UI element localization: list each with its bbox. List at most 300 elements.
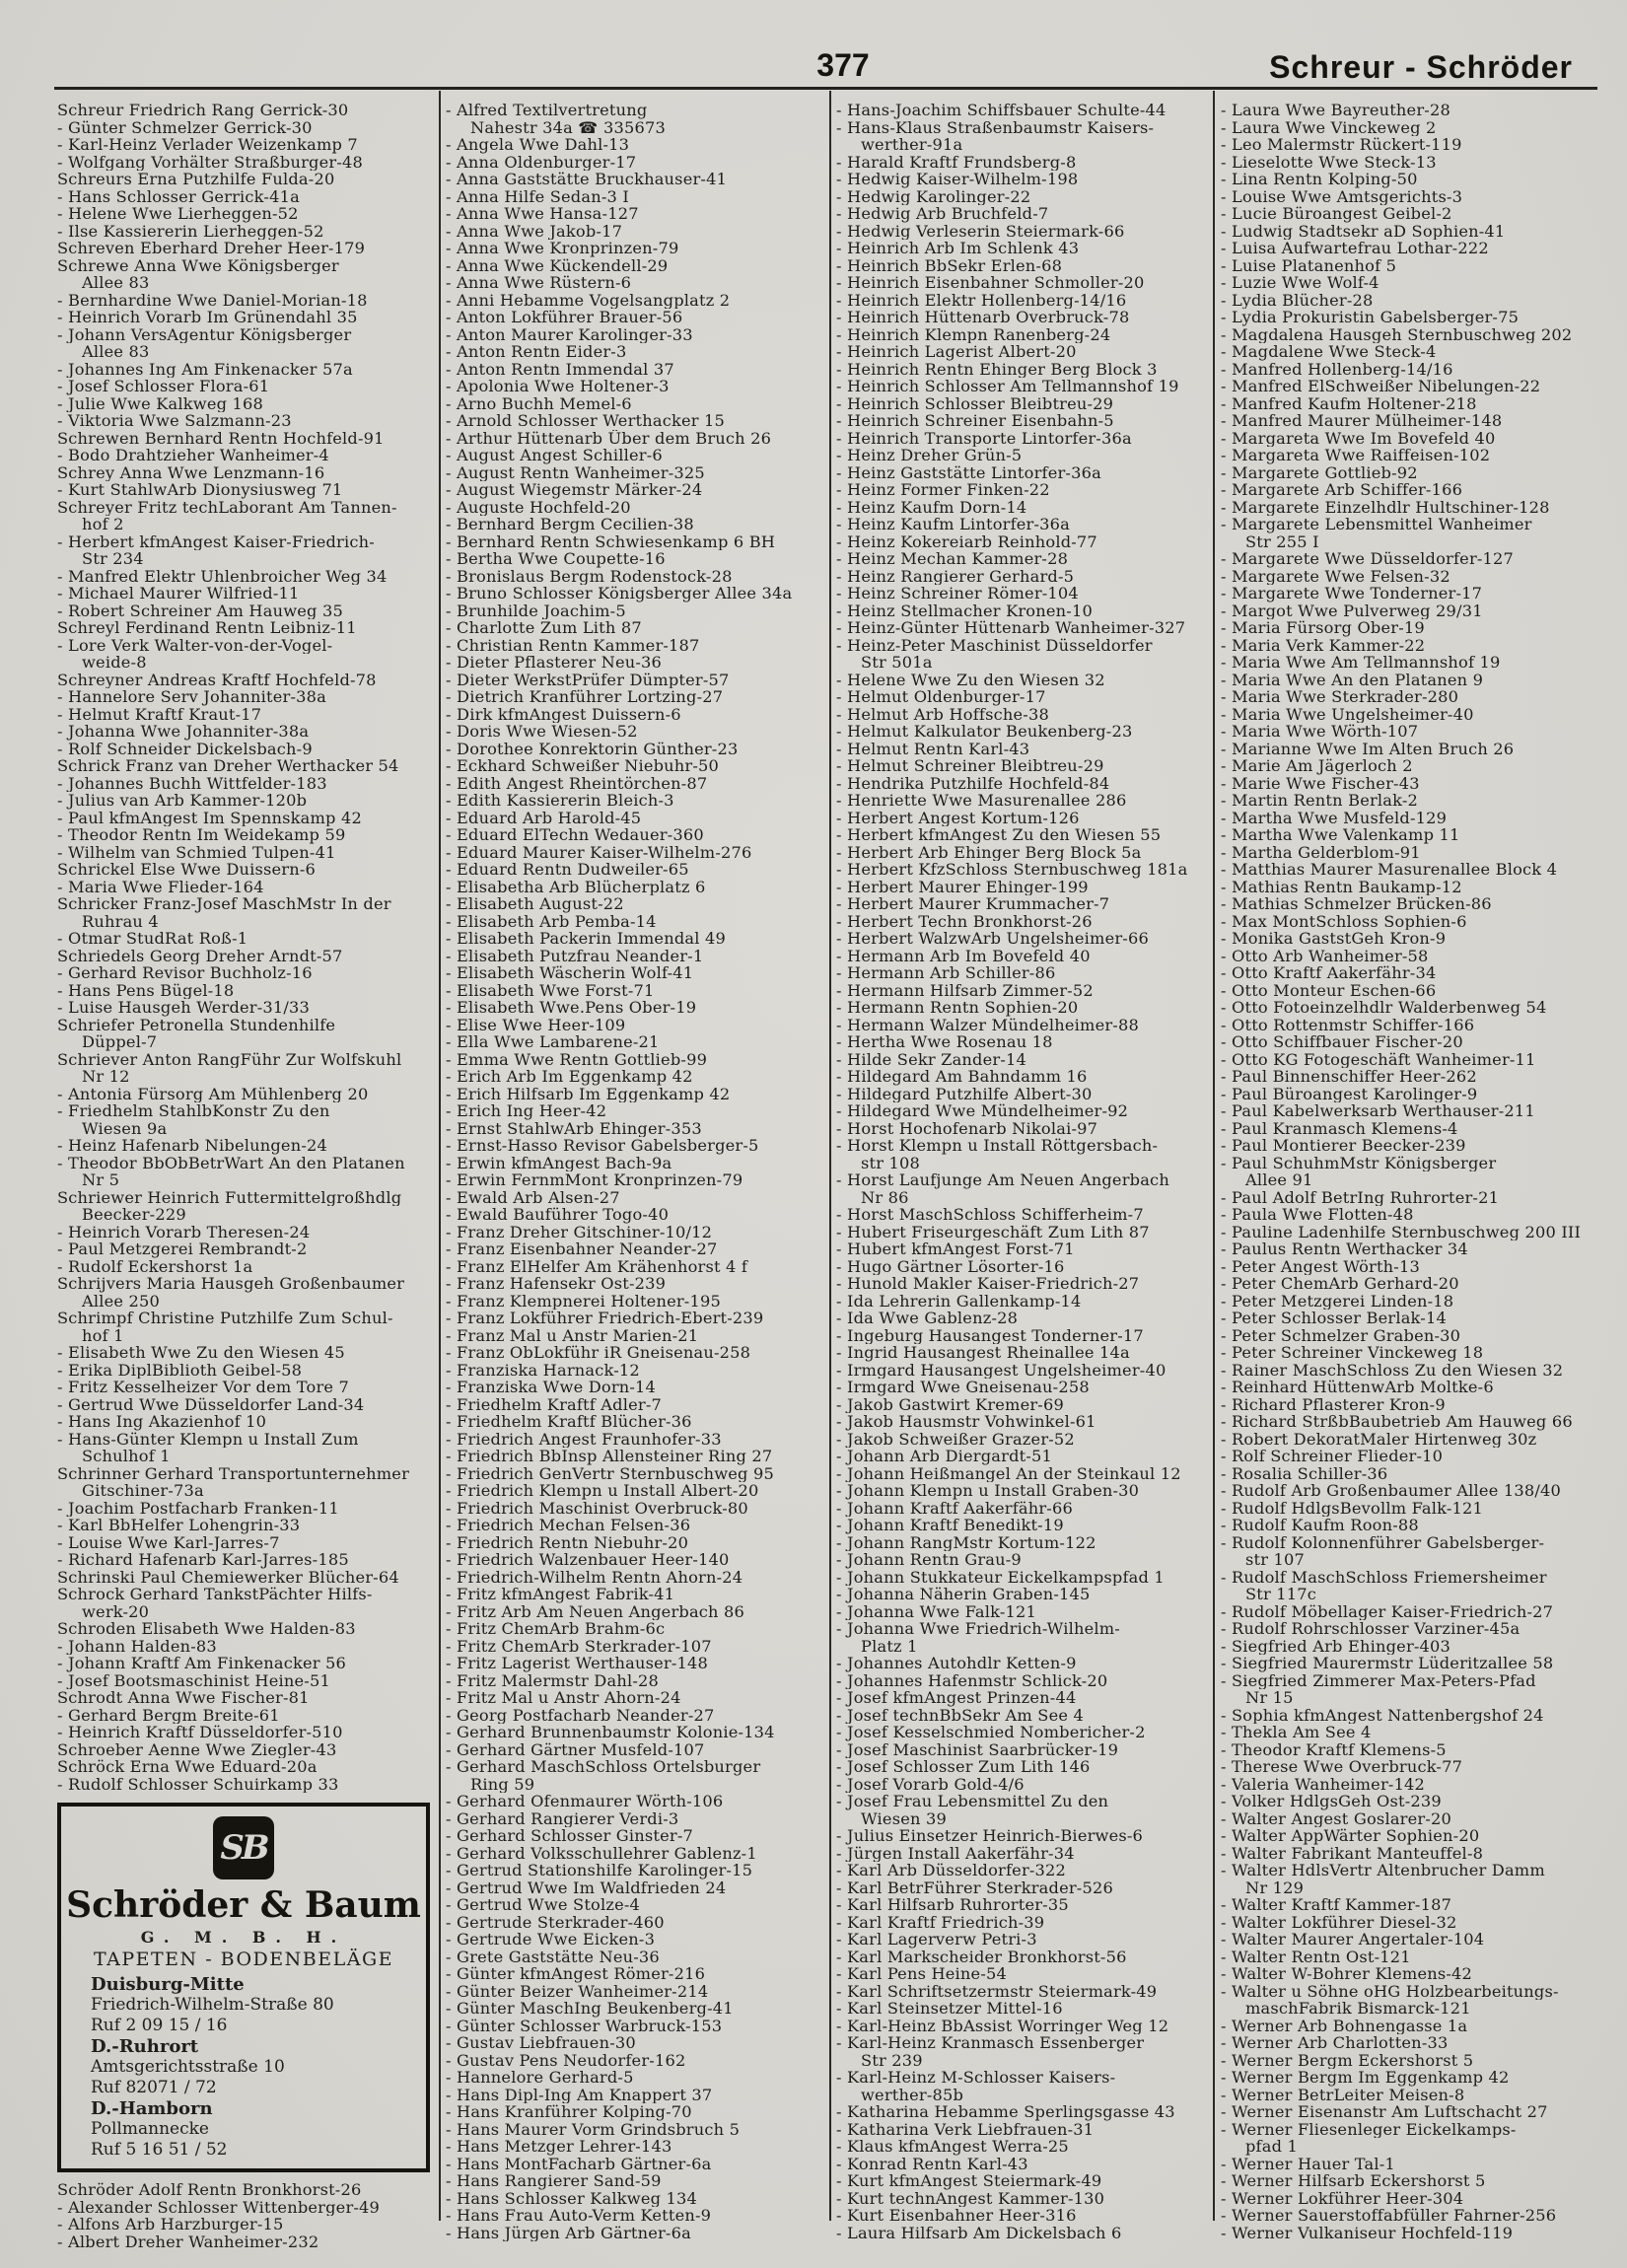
directory-entry: - Josef Bootsmaschinist Heine-51 [57,1671,330,1689]
directory-entry: - Reinhard HüttenwArb Moltke-6 [1221,1379,1494,1396]
directory-entry: - Hildegard Am Bahndamm 16 [836,1068,1088,1086]
column-separator-1 [439,91,441,2221]
directory-entry: - Lydia Blücher-28 [1221,291,1374,309]
directory-entry: - Paul kfmAngest Im Spennskamp 42 [57,809,362,826]
directory-entry: - Jakob Gastwirt Kremer-69 [836,1395,1064,1413]
directory-entry: - Johann Kraftf Aakerfähr-66 [836,1499,1073,1517]
directory-entry: - Harald Kraftf Frundsberg-8 [836,153,1077,171]
directory-entry: - Louise Wwe Karl-Jarres-7 [57,1533,280,1551]
directory-entry: - Josef Kesselschmied Nombericher-2 [836,1724,1146,1741]
directory-entry: - Fritz Mal u Anstr Ahorn-24 [446,1689,681,1707]
directory-entry: - Hubert kfmAngest Forst-71 [836,1240,1075,1258]
directory-entry: - Günter Schlosser Warbruck-153 [446,2017,723,2034]
directory-entry: Allee 91 [1245,1171,1313,1189]
directory-entry: Nahestr 34a ☎ 335673 [470,118,667,136]
directory-entry: - Friedrich Klempn u Install Albert-20 [446,1482,759,1500]
directory-entry: - Fritz ChemArb Brahm-6c [446,1620,666,1638]
directory-entry: - Anna Wwe Hansa-127 [446,205,639,223]
directory-entry: - Gerhard Volksschullehrer Gablenz-1 [446,1844,757,1862]
directory-entry: - Rolf Schreiner Flieder-10 [1221,1448,1444,1465]
directory-entry: - Eckhard Schweißer Niebuhr-50 [446,757,720,775]
directory-entry: - Hendrika Putzhilfe Hochfeld-84 [836,774,1110,792]
ad-legal-form: G. M. B. H. [140,1928,347,1947]
directory-entry: - Elisabetha Arb Blücherplatz 6 [446,878,706,895]
directory-entry: - Rudolf Kaufm Roon-88 [1221,1517,1419,1534]
directory-entry: - Walter W-Bohrer Klemens-42 [1221,1965,1473,1983]
directory-entry: - Karl-Heinz BbAssist Worringer Weg 12 [836,2017,1169,2034]
directory-entry: - Lucie Büroangest Geibel-2 [1221,205,1452,223]
directory-entry: - Katharina Hebamme Sperlingsgasse 43 [836,2103,1175,2121]
directory-entry: Str 239 [861,2051,923,2069]
directory-entry: Schriever Anton RangFühr Zur Wolfskuhl [57,1050,402,1068]
directory-entry: - Johann Kraftf Benedikt-19 [836,1517,1064,1534]
directory-entry: - Marie Wwe Fischer-43 [1221,774,1420,792]
directory-entry: - Otto Schiffbauer Fischer-20 [1221,1033,1463,1051]
directory-entry: - Elise Wwe Heer-109 [446,1016,626,1033]
directory-entry: - Luzie Wwe Wolf-4 [1221,274,1379,292]
directory-entry: - August Rentn Wanheimer-325 [446,463,705,481]
directory-entry: - Manfred Kaufm Holtener-218 [1221,394,1477,412]
directory-entry: Schrock Gerhard TankstPächter Hilfs- [57,1586,373,1603]
directory-entry: - Heinz Kaufm Dorn-14 [836,498,1027,516]
directory-entry: - Paul Adolf BetrIng Ruhrorter-21 [1221,1188,1500,1206]
directory-entry: - Gerhard Brunnenbaumstr Kolonie-134 [446,1724,775,1741]
directory-entry: Schroden Elisabeth Wwe Halden-83 [57,1620,356,1638]
directory-entry: - Elisabeth Wäscherin Wolf-41 [446,964,694,982]
directory-entry: - Paul Binnenschiffer Heer-262 [1221,1068,1477,1086]
directory-entry: - Richard StrßbBaubetrieb Am Hauweg 66 [1221,1413,1573,1431]
directory-entry: - Johanna Näherin Graben-145 [836,1586,1091,1603]
directory-entry: - Hermann Arb Schiller-86 [836,964,1056,982]
directory-entry: - Werner Eisenanstr Am Luftschacht 27 [1221,2103,1548,2121]
directory-entry: - Laura Hilfsarb Am Dickelsbach 6 [836,2224,1122,2241]
directory-entry: Schulhof 1 [82,1448,171,1465]
directory-entry: Schröder Adolf Rentn Bronkhorst-26 [57,2181,362,2199]
directory-entry: - Johanna Wwe Falk-121 [836,1602,1037,1620]
directory-entry: - Franziska Harnack-12 [446,1361,640,1379]
directory-entry: - Margareta Wwe Raiffeisen-102 [1221,447,1491,464]
ad-schroeder-baum [57,1803,430,2172]
directory-entry: - Karl Markscheider Bronkhorst-56 [836,1948,1127,1965]
directory-entry: - Erich Ing Heer-42 [446,1102,607,1120]
directory-entry: - Otto Kraftf Aakerfähr-34 [1221,964,1437,982]
directory-entry: - Elisabeth Wwe.Pens Ober-19 [446,999,697,1017]
directory-entry: - Josef Schlosser Zum Lith 146 [836,1758,1091,1776]
directory-entry: - Bernhard Bergm Cecilien-38 [446,516,694,533]
directory-entry: - Heinrich Vorarb Theresen-24 [57,1223,311,1240]
directory-entry: - Heinrich Schlosser Am Tellmannshof 19 [836,378,1179,395]
directory-entry: - Heinz-Peter Maschinist Düsseldorfer [836,636,1153,654]
directory-entry: - Margarete Arb Schiffer-166 [1221,481,1463,499]
directory-entry: - Gustav Pens Neudorfer-162 [446,2051,686,2069]
directory-entry: - Edith Angest Rheintörchen-87 [446,774,708,792]
directory-entry: - Werner BetrLeiter Meisen-8 [1221,2086,1465,2103]
directory-entry: Schrinner Gerhard Transportunternehmer [57,1464,410,1482]
directory-entry: - Heinz Dreher Grün-5 [836,447,1023,464]
directory-entry: - Anna Wwe Rüstern-6 [446,274,632,292]
directory-entry: Schreyner Andreas Kraftf Hochfeld-78 [57,671,377,688]
directory-entry: - Hedwig Verleserin Steiermark-66 [836,222,1125,240]
directory-entry: - Gertrude Sterkrader-460 [446,1913,665,1931]
directory-entry: - Hans-Günter Klempn u Install Zum [57,1430,359,1448]
directory-entry: - Martha Gelderblom-91 [1221,843,1421,861]
directory-entry: - Max MontSchloss Sophien-6 [1221,912,1467,930]
directory-entry: - Fritz Kesselheizer Vor dem Tore 7 [57,1379,350,1396]
directory-entry: - Magdalena Hausgeh Sternbuschweg 202 [1221,325,1573,343]
directory-entry: - Kurt kfmAngest Steiermark-49 [836,2172,1102,2190]
column-4 [1221,102,1617,2241]
directory-entry: - Matthias Maurer Masurenallee Block 4 [1221,861,1558,879]
directory-entry: - Anton Rentn Immendal 37 [446,360,674,378]
directory-entry: - Peter Schreiner Vinckeweg 18 [1221,1344,1484,1362]
directory-entry: - Rudolf Eckershorst 1a [57,1257,253,1275]
directory-entry: - Maria Wwe Wörth-107 [1221,723,1419,741]
directory-entry: Schrick Franz van Dreher Werthacker 54 [57,757,399,775]
directory-entry: - Hans Rangierer Sand-59 [446,2172,662,2190]
directory-entry: - Maria Verk Kammer-22 [1221,636,1426,654]
directory-entry: Nr 86 [861,1188,909,1206]
directory-entry: - Johannes Ing Am Finkenacker 57a [57,360,353,378]
directory-entry: - Irmgard Wwe Gneisenau-258 [836,1379,1090,1396]
ad-location-street: Pollmannecke [91,2119,209,2139]
directory-entry: - Maria Fürsorg Ober-19 [1221,619,1425,637]
directory-entry: - Franz Lokführer Friedrich-Ebert-239 [446,1310,764,1327]
directory-entry: - Gertrude Wwe Eicken-3 [446,1931,656,1949]
directory-entry: - Josef Vorarb Gold-4/6 [836,1775,1025,1793]
directory-entry: - Paul Metzgerei Rembrandt-2 [57,1240,308,1258]
directory-entry: - Marie Am Jägerloch 2 [1221,757,1413,775]
directory-entry: - Otmar StudRat Roß-1 [57,930,248,948]
directory-entry: - Franz ObLokführ iR Gneisenau-258 [446,1344,751,1362]
directory-entry: - Hedwig Kaiser-Wilhelm-198 [836,171,1079,188]
directory-entry: - Friedrich Maschinist Overbruck-80 [446,1499,748,1517]
directory-entry: - Anton Rentn Eider-3 [446,343,627,361]
directory-entry: - Margot Wwe Pulverweg 29/31 [1221,602,1483,619]
directory-entry: Nr 5 [82,1171,120,1189]
directory-entry: - Katharina Verk Liebfrauen-31 [836,2120,1095,2138]
directory-entry: - Rosalia Schiller-36 [1221,1464,1388,1482]
directory-entry: - Peter Angest Wörth-13 [1221,1257,1420,1275]
directory-entry: - Helene Wwe Zu den Wiesen 32 [836,671,1105,688]
directory-entry: - Johanna Wwe Johanniter-38a [57,723,310,741]
directory-entry: - Kurt Eisenbahner Heer-316 [836,2207,1077,2225]
directory-entry: - Paul Montierer Beecker-239 [1221,1137,1466,1155]
directory-entry: Schreyer Fritz techLaborant Am Tannen- [57,498,397,516]
directory-entry: - Hannelore Serv Johanniter-38a [57,688,326,706]
directory-entry: - Ida Lehrerin Gallenkamp-14 [836,1292,1082,1310]
directory-entry: - Maria Wwe Am Tellmannshof 19 [1221,654,1501,672]
directory-entry: - Heinz Hafenarb Nibelungen-24 [57,1137,327,1155]
directory-entry: - Elisabeth Wwe Forst-71 [446,981,655,999]
directory-entry: - Paul Büroangest Karolinger-9 [1221,1085,1478,1102]
directory-entry: Beecker-229 [82,1206,186,1224]
directory-entry: hof 1 [82,1326,124,1344]
directory-entry: - Theodor Rentn Im Weidekamp 59 [57,826,346,844]
directory-entry: - Laura Wwe Vinckeweg 2 [1221,118,1437,136]
ad-location-city: Duisburg-Mitte [91,1974,245,1995]
directory-entry: Düppel-7 [82,1033,158,1051]
column-separator-2 [829,91,831,2221]
directory-entry: - Angela Wwe Dahl-13 [446,136,630,154]
directory-entry: Schreyl Ferdinand Rentn Leibniz-11 [57,619,357,637]
directory-entry: - Franz Eisenbahner Neander-27 [446,1240,718,1258]
directory-entry: - Hans Jürgen Arb Gärtner-6a [446,2224,691,2241]
directory-entry: - Ida Wwe Gablenz-28 [836,1310,1019,1327]
directory-entry: - Lore Verk Walter-von-der-Vogel- [57,636,333,654]
directory-entry: - Peter Schmelzer Graben-30 [1221,1326,1461,1344]
directory-entry: Str 255 I [1245,532,1319,550]
directory-entry: - Anna Wwe Kronprinzen-79 [446,240,679,257]
directory-entry: - Anna Hilfe Sedan-3 I [446,187,629,205]
directory-entry: - Gertrud Stationshilfe Karolinger-15 [446,1862,753,1879]
directory-entry: - Josef Maschinist Saarbrücker-19 [836,1740,1119,1758]
directory-entry: - Josef Frau Lebensmittel Zu den [836,1793,1109,1810]
directory-entry: - Maria Wwe An den Platanen 9 [1221,671,1484,688]
directory-entry: - Heinrich BbSekr Erlen-68 [836,256,1063,274]
directory-entry: - August Angest Schiller-6 [446,447,663,464]
directory-entry: Schrewe Anna Wwe Königsberger [57,256,339,274]
directory-entry: - Heinz Kaufm Lintorfer-36a [836,516,1071,533]
directory-entry: - Arthur Hüttenarb Über dem Bruch 26 [446,429,772,447]
directory-entry: - Manfred Elektr Uhlenbroicher Weg 34 [57,567,388,585]
page-header-title: Schreur - Schröder [1269,49,1573,85]
directory-entry: - Herbert kfmAngest Zu den Wiesen 55 [836,826,1162,844]
directory-entry: - Heinrich Rentn Ehinger Berg Block 3 [836,360,1158,378]
directory-entry: - Friedrich Walzenbauer Heer-140 [446,1551,730,1569]
directory-entry: - Anna Wwe Jakob-17 [446,222,623,240]
directory-entry: - Helmut Arb Hoffsche-38 [836,705,1049,723]
directory-entry: maschFabrik Bismarck-121 [1245,2000,1471,2018]
directory-entry: - Manfred ElSchweißer Nibelungen-22 [1221,378,1541,395]
directory-entry: - Anna Wwe Kückendell-29 [446,256,669,274]
directory-entry: - Fritz ChemArb Sterkrader-107 [446,1637,712,1655]
directory-entry: - Hertha Wwe Rosenau 18 [836,1033,1053,1051]
directory-entry: - Werner Lokführer Heer-304 [1221,2189,1464,2207]
directory-entry: - Josef technBbSekr Am See 4 [836,1706,1084,1724]
ad-location-city: D.-Ruhrort [91,2036,199,2057]
directory-entry: - Hildegard Wwe Mündelheimer-92 [836,1102,1129,1120]
directory-entry: - Wilhelm van Schmied Tulpen-41 [57,843,336,861]
directory-entry: - Herbert KfzSchloss Sternbuschweg 181a [836,861,1188,879]
directory-entry: - Dorothee Konrektorin Günther-23 [446,740,739,757]
directory-entry: - Gustav Liebfrauen-30 [446,2034,636,2052]
directory-entry: - Eduard Maurer Kaiser-Wilhelm-276 [446,843,752,861]
directory-entry: - Siegfried Zimmerer Max-Peters-Pfad [1221,1671,1536,1689]
directory-entry: - Werner Bergm Eckershorst 5 [1221,2051,1474,2069]
directory-entry: - Eduard Arb Harold-45 [446,809,642,826]
directory-entry: - Elisabeth Wwe Zu den Wiesen 45 [57,1344,345,1362]
directory-entry: - Rudolf Schlosser Schuirkamp 33 [57,1775,339,1793]
directory-entry: Schreur Friedrich Rang Gerrick-30 [57,102,349,119]
directory-entry: - Peter ChemArb Gerhard-20 [1221,1275,1459,1293]
directory-entry: - Jakob Hausmstr Vohwinkel-61 [836,1413,1096,1431]
directory-entry: - Louise Wwe Amtsgerichts-3 [1221,187,1463,205]
directory-entry: - Horst Klempn u Install Röttgersbach- [836,1137,1159,1155]
directory-entry: - Herbert Techn Bronkhorst-26 [836,912,1093,930]
directory-entry: - Erich Hilfsarb Im Eggenkamp 42 [446,1085,731,1102]
directory-entry: - Karl Arb Düsseldorfer-322 [836,1862,1067,1879]
directory-entry: - Rudolf MaschSchloss Friemersheimer [1221,1568,1547,1586]
directory-entry: - Herbert Arb Ehinger Berg Block 5a [836,843,1142,861]
directory-entry: - Paul SchuhmMstr Königsberger [1221,1154,1497,1171]
directory-entry: - Ewald Bauführer Togo-40 [446,1206,670,1224]
directory-entry: - Heinz Stellmacher Kronen-10 [836,602,1093,619]
ad-location-street: Amtsgerichtsstraße 10 [91,2057,285,2077]
directory-entry: - Horst Hochofenarb Nikolai-97 [836,1119,1098,1137]
directory-entry: - Leo Malermstr Rückert-119 [1221,136,1462,154]
directory-entry: - Erika DiplBiblioth Geibel-58 [57,1361,303,1379]
directory-entry: - Friedhelm Kraftf Blücher-36 [446,1413,692,1431]
directory-entry: - Hans Kranführer Kolping-70 [446,2103,692,2121]
directory-entry: - Dirk kfmAngest Duissern-6 [446,705,681,723]
directory-entry: - Friedrich BbInsp Allensteiner Ring 27 [446,1448,773,1465]
directory-entry: - Friedhelm Kraftf Adler-7 [446,1395,663,1413]
directory-entry: - Heinz-Günter Hüttenarb Wanheimer-327 [836,619,1186,637]
directory-entry: - Ella Wwe Lambarene-21 [446,1033,660,1051]
ad-location-phone: Ruf 2 09 15 / 16 [91,2016,228,2035]
directory-entry: - Monika GaststGeh Kron-9 [1221,930,1447,948]
directory-entry: Allee 83 [82,274,150,292]
directory-entry: - Dieter Pflasterer Neu-36 [446,654,663,672]
directory-entry: - Werner Vulkaniseur Hochfeld-119 [1221,2224,1514,2241]
directory-entry: Schrijvers Maria Hausgeh Großenbaumer [57,1275,405,1293]
directory-entry: - Erwin FernmMont Kronprinzen-79 [446,1171,743,1189]
directory-entry: Schrickel Else Wwe Duissern-6 [57,861,317,879]
directory-entry: - Hedwig Arb Bruchfeld-7 [836,205,1049,223]
directory-entry: weide-8 [82,654,147,672]
directory-entry: - Hans Maurer Vorm Grindsbruch 5 [446,2120,741,2138]
directory-entry: - Sophia kfmAngest Nattenbergshof 24 [1221,1706,1544,1724]
directory-entry: - Hans Dipl-Ing Am Knappert 37 [446,2086,713,2103]
directory-entry: - Kurt StahlwArb Dionysiusweg 71 [57,481,343,499]
directory-entry: - Gerhard Ofenmaurer Wörth-106 [446,1793,724,1810]
directory-entry: - Johann Halden-83 [57,1637,217,1655]
directory-entry: - Johann Klempn u Install Graben-30 [836,1482,1140,1500]
directory-entry: Ring 59 [470,1775,535,1793]
directory-entry: - Georg Postfacharb Neander-27 [446,1706,715,1724]
directory-entry: - Karl Lagerverw Petri-3 [836,1931,1037,1949]
directory-entry: Schricker Franz-Josef MaschMstr In der [57,895,391,913]
directory-entry: - Manfred Maurer Mülheimer-148 [1221,412,1503,430]
directory-entry: - Maria Wwe Sterkrader-280 [1221,688,1459,706]
directory-entry: - Hermann Hilfsarb Zimmer-52 [836,981,1094,999]
directory-entry: - Emma Wwe Rentn Gottlieb-99 [446,1050,708,1068]
directory-entry: Schriedels Georg Dreher Arndt-57 [57,947,343,964]
directory-entry: - Walter Angest Goslarer-20 [1221,1809,1451,1827]
directory-entry: - Paul Kabelwerksarb Werthauser-211 [1221,1102,1535,1120]
directory-entry: - Rudolf Kolonnenführer Gabelsberger- [1221,1533,1545,1551]
directory-entry: - Joachim Postfacharb Franken-11 [57,1499,339,1517]
directory-entry: - Werner Hilfsarb Eckershorst 5 [1221,2172,1486,2190]
ad-company-name: Schröder & Baum [66,1884,421,1926]
directory-entry: Gitschiner-73a [82,1482,204,1500]
directory-entry: - Helene Wwe Lierheggen-52 [57,205,299,223]
directory-entry: - Theodor BbObBetrWart An den Platanen [57,1154,405,1171]
directory-entry: - Manfred Hollenberg-14/16 [1221,360,1453,378]
directory-entry: - Jakob Schweißer Grazer-52 [836,1430,1075,1448]
directory-entry: - Anna Gaststätte Bruckhauser-41 [446,171,728,188]
directory-entry: Nr 12 [82,1068,130,1086]
directory-entry: - Heinrich Arb Im Schlenk 43 [836,240,1080,257]
directory-entry: werther-91a [861,136,963,154]
directory-entry: - Herbert Angest Kortum-126 [836,809,1080,826]
directory-entry: - Alexander Schlosser Wittenberger-49 [57,2198,381,2216]
directory-entry: - Gerhard Revisor Buchholz-16 [57,964,313,982]
directory-entry: - Rudolf Rohrschlosser Varziner-45a [1221,1620,1521,1638]
directory-entry: - Heinrich Kraftf Düsseldorfer-510 [57,1724,343,1741]
directory-entry: - Kurt technAngest Kammer-130 [836,2189,1105,2207]
directory-entry: - Lieselotte Wwe Steck-13 [1221,153,1437,171]
directory-entry: - Karl Kraftf Friedrich-39 [836,1913,1045,1931]
directory-entry: - Ludwig Stadtsekr aD Sophien-41 [1221,222,1506,240]
directory-entry: - Heinrich Schreiner Eisenbahn-5 [836,412,1114,430]
directory-entry: - Friedrich Rentn Niebuhr-20 [446,1533,689,1551]
directory-entry: - Lydia Prokuristin Gabelsberger-75 [1221,309,1520,326]
directory-entry: - Otto Arb Wanheimer-58 [1221,947,1429,964]
directory-entry: Nr 15 [1245,1689,1294,1707]
directory-entry: - Marianne Wwe Im Alten Bruch 26 [1221,740,1515,757]
directory-entry: - Ernst StahlwArb Ehinger-353 [446,1119,702,1137]
directory-entry: - Pauline Ladenhilfe Sternbuschweg 200 III [1221,1223,1582,1240]
directory-entry: - Margareta Wwe Im Bovefeld 40 [1221,429,1496,447]
directory-entry: - Christian Rentn Kammer-187 [446,636,700,654]
directory-entry: - Peter Metzgerei Linden-18 [1221,1292,1454,1310]
directory-entry: - Rudolf Möbellager Kaiser-Friedrich-27 [1221,1602,1554,1620]
column-1-bottom [57,2181,432,2250]
directory-entry: - Bruno Schlosser Königsberger Allee 34a [446,585,793,602]
directory-entry: - Hermann Walzer Mündelheimer-88 [836,1016,1139,1033]
directory-entry: - Gertrud Wwe Stolze-4 [446,1896,641,1914]
directory-entry: - Helmut Oldenburger-17 [836,688,1046,706]
directory-entry: - Brunhilde Joachim-5 [446,602,626,619]
directory-entry: - Johannes Hafenmstr Schlick-20 [836,1671,1108,1689]
directory-entry: - Thekla Am See 4 [1221,1724,1372,1741]
directory-entry: - Mathias Rentn Baukamp-12 [1221,878,1462,895]
directory-entry: - Maria Wwe Flieder-164 [57,878,264,895]
directory-entry: - Jürgen Install Aakerfähr-34 [836,1844,1075,1862]
directory-entry: - Gerhard Gärtner Musfeld-107 [446,1740,705,1758]
directory-entry: - Heinz Kokereiarb Reinhold-77 [836,532,1097,550]
directory-entry: - Hilde Sekr Zander-14 [836,1050,1027,1068]
directory-entry: - Johanna Wwe Friedrich-Wilhelm- [836,1620,1120,1638]
directory-entry: - Gertrud Wwe Düsseldorfer Land-34 [57,1395,365,1413]
directory-entry: - Gerhard Bergm Breite-61 [57,1706,280,1724]
directory-entry: Schrinski Paul Chemiewerker Blücher-64 [57,1568,399,1586]
directory-entry: - Horst Laufjunge Am Neuen Angerbach [836,1171,1169,1189]
directory-entry: - Margarete Lebensmittel Wanheimer [1221,516,1532,533]
directory-entry: - Franz Dreher Gitschiner-10/12 [446,1223,713,1240]
directory-entry: - Heinrich Elektr Hollenberg-14/16 [836,291,1127,309]
directory-entry: - Konrad Rentn Karl-43 [836,2155,1028,2172]
directory-entry: - Johann Rentn Grau-9 [836,1551,1022,1569]
directory-entry: - Josef kfmAngest Prinzen-44 [836,1689,1077,1707]
directory-entry: - Rudolf Arb Großenbaumer Allee 138/40 [1221,1482,1561,1500]
directory-entry: - Johann Arb Diergardt-51 [836,1448,1053,1465]
directory-entry: - Heinrich Eisenbahner Schmoller-20 [836,274,1145,292]
directory-entry: - Horst MaschSchloss Schifferheim-7 [836,1206,1144,1224]
directory-entry: - Arnold Schlosser Werthacker 15 [446,412,726,430]
directory-entry: - Karl Hilfsarb Ruhrorter-35 [836,1896,1069,1914]
directory-entry: - Johann Heißmangel An der Steinkaul 12 [836,1464,1181,1482]
directory-entry: - Johannes Buchh Wittfelder-183 [57,774,327,792]
directory-entry: - Fritz Malermstr Dahl-28 [446,1671,660,1689]
directory-entry: - Gerhard Rangierer Verdi-3 [446,1809,679,1827]
directory-entry: - Heinz Schreiner Römer-104 [836,585,1079,602]
directory-entry: - Elisabeth August-22 [446,895,624,913]
directory-entry: - Margarete Wwe Düsseldorfer-127 [1221,550,1515,568]
directory-entry: - Martin Rentn Berlak-2 [1221,792,1419,810]
directory-entry: - Luise Platanenhof 5 [1221,256,1397,274]
